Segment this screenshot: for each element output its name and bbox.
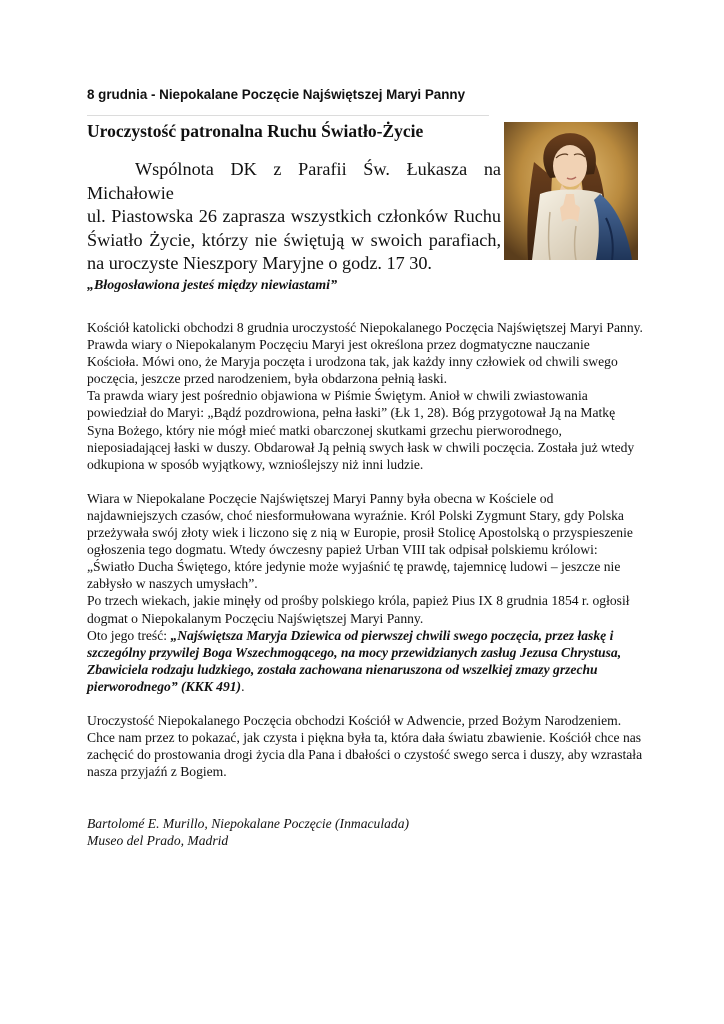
painting-image [504, 122, 638, 260]
quote-heading: „Błogosławiona jesteś między niewiastami” [87, 278, 338, 293]
invitation-line-2: ul. Piastowska 26 zaprasza wszystkich członków Ruchu Światło Życie, którzy nie świętują w swoich parafiach, na uroczyste Nieszpory Maryjne o godz. 17 30. [87, 206, 501, 273]
paragraph-5-lead: Oto jego treść: [87, 627, 171, 643]
page-title: Uroczystość patronalna Ruchu Światło-Życie [87, 121, 424, 141]
paragraph-4: Po trzech wiekach, jakie minęły od prośby polskiego króla, papież Pius IX 8 grudnia 1854 r. ogłosił dogmat o Niepokalanym Poczęciu Najświętszej Maryi Panny. [87, 593, 630, 626]
paragraph-6: Uroczystość Niepokalanego Poczęcia obchodzi Kościół w Adwencie, przed Bożym Narodzeniem. Chce nam przez to pokazać, jak czysta i piękna była ta, która dała światu zbawienie. Kościół chce nas zachęcić do prostowania drogi życia dla Pana i dbałości o czystość swego serca i duszy, aby wzrastała nasza przyjaźń z Bogiem. [87, 712, 643, 780]
article-body [87, 319, 643, 780]
date-heading: 8 grudnia - Niepokalane Poczęcie Najświętszej Maryi Panny [87, 87, 466, 102]
painting-caption [87, 815, 409, 849]
paragraph-1: Kościół katolicki obchodzi 8 grudnia uroczystość Niepokalanego Poczęcia Najświętszej Maryi Panny. Prawda wiary o Niepokalanym Poczęciu Maryi jest określona przez dogmatyczne nauczanie Kościoła. Mówi ono, że Maryja poczęta i urodzona tak, jak każdy inny człowiek od chwili swego poczęcia, jeszcze przed narodzeniem, była obdarzona pełnią łaski. [87, 320, 643, 387]
paragraph-gap [87, 473, 643, 490]
title-divider [87, 115, 489, 116]
paragraph-3: Wiara w Niepokalane Poczęcie Najświętszej Maryi Panny była obecna w Kościele od najdawniejszych czasów, choć niesformułowana wyraźnie. Król Polski Zygmunt Stary, gdy Polska przeżywała swój złoty wiek i liczono się z nią w Europie, prosił Stolicę Apostolską o przyspieszenie ogłoszenia tego dogmatu. Wtedy ówczesny papież Urban VIII tak odpisał polskiemu królowi: „Światło Ducha Świętego, które jedynie może wyjaśnić tę prawdę, tajemnicę ludowi – jeszcze nie zabłysło w naszych umysłach”. [87, 490, 633, 592]
caption-line-2: Museo del Prado, Madrid [87, 833, 229, 849]
invitation-line-1 [87, 158, 501, 205]
paragraph-5 [87, 627, 643, 695]
caption-line-1: Bartolomé E. Murillo, Niepokalane Poczęcie (Inmaculada) [87, 816, 410, 831]
dogma-quote: „Najświętsza Maryja Dziewica od pierwszej chwili swego poczęcia, przez łaskę i szczególny przywilej Boga Wszechmogącego, na mocy przewidzianych zasług Jezusa Chrystusa, Zbawiciela rodzaju ludzkiego, została zachowana nienaruszona od wszelkiej zmazy grzechu pierworodnego” (KKK 491) [87, 627, 622, 694]
paragraph-gap [87, 695, 643, 712]
invitation-block [87, 158, 501, 276]
invitation-line-1-text: Wspólnota DK z Parafii Św. Łukasza na Michałowie [87, 159, 501, 203]
paragraph-5-end: . [241, 678, 245, 694]
paragraph-2: Ta prawda wiary jest pośrednio objawiona w Piśmie Świętym. Anioł w chwili zwiastowania powiedział do Maryi: „Bądź pozdrowiona, pełna łaski” (Łk 1, 28). Bóg przygotował Ją na Matkę Syna Bożego, który nie mógł mieć matki obarczonej skutkami grzechu pierworodnego, nieposiadającej łaski w duszy. Obdarował Ją pełnią swych łask w chwili poczęcia. Została już wtedy odkupiona w sposób wyjątkowy, wznioślejszy niż inni ludzie. [87, 388, 635, 472]
immaculate-conception-painting [504, 122, 638, 260]
